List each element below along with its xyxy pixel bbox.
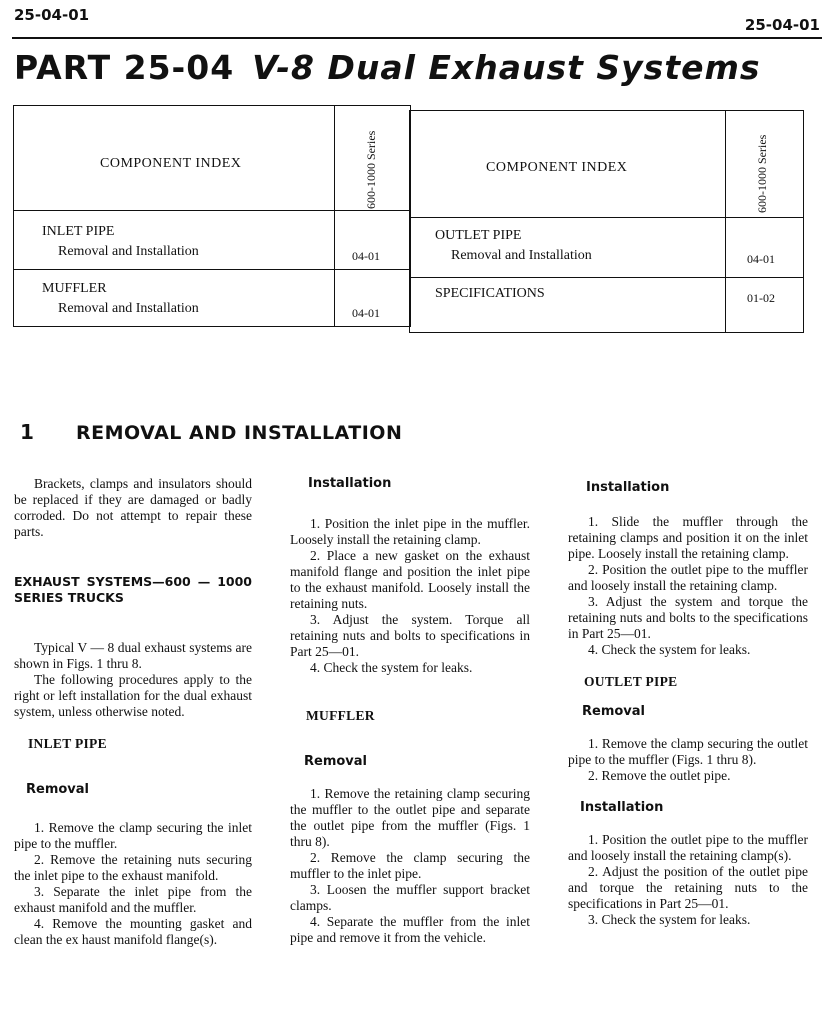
step: 2. Adjust the position of the outlet pipe and torque the retaining nuts to the specifications in Part 25—01. <box>568 864 808 911</box>
page-code-left: 25-04-01 <box>14 6 90 24</box>
step: 4. Separate the muffler from the inlet pipe and remove it from the vehicle. <box>290 914 530 945</box>
column-2 <box>290 476 530 946</box>
header-rule <box>12 37 822 39</box>
component-index-left <box>13 105 411 327</box>
index-heading: COMPONENT INDEX <box>100 156 242 171</box>
component-index-right <box>409 110 804 333</box>
index-item-code: 04-01 <box>352 306 380 320</box>
installation-heading: Installation <box>308 476 392 491</box>
step: 1. Remove the clamp securing the outlet pipe to the muffler (Figs. 1 thru 8). <box>568 736 808 767</box>
intro-paragraph: Brackets, clamps and insulators should be replaced if they are damaged or badly corroded. Do not attempt to repair these parts. <box>14 476 252 539</box>
series-label: 600-1000 Series <box>364 130 378 209</box>
step: 2. Position the outlet pipe to the muffler and loosely install the retaining clamp. <box>568 562 808 593</box>
step: 1. Remove the retaining clamp securing the muffler to the outlet pipe and separate the outlet pipe from the muffler (Figs. 1 thru 8). <box>290 786 530 849</box>
paragraph: The following procedures apply to the right or left installation for the dual exhaust system, unless otherwise noted. <box>14 672 252 719</box>
inlet-pipe-heading: INLET PIPE <box>28 736 107 751</box>
step: 1. Position the outlet pipe to the muffler and loosely install the retaining clamp(s). <box>568 832 808 863</box>
index-item-detail: Removal and Installation <box>58 301 199 316</box>
step: 1. Slide the muffler through the retaining clamps and position it on the inlet pipe. Loosely install the retaining clamp. <box>568 514 808 561</box>
installation-heading: Installation <box>586 480 670 495</box>
step: 4. Remove the mounting gasket and clean the ex haust manifold flange(s). <box>14 916 252 947</box>
step: 3. Loosen the muffler support bracket clamps. <box>290 882 530 913</box>
step: 2. Remove the clamp securing the muffler to the inlet pipe. <box>290 850 530 881</box>
removal-heading: Removal <box>304 754 368 769</box>
index-item-name: INLET PIPE <box>42 224 115 239</box>
column-1 <box>14 476 252 948</box>
index-heading: COMPONENT INDEX <box>486 160 628 175</box>
index-item-name: MUFFLER <box>42 281 107 296</box>
index-item-name: OUTLET PIPE <box>435 228 522 243</box>
removal-heading: Removal <box>582 704 646 719</box>
page-code-right: 25-04-01 <box>744 16 820 34</box>
paragraph: Typical V — 8 dual exhaust systems are shown in Figs. 1 thru 8. <box>14 640 252 671</box>
removal-heading: Removal <box>26 782 90 797</box>
step: 1. Remove the clamp securing the inlet pipe to the muffler. <box>14 820 252 851</box>
step: 2. Place a new gasket on the exhaust manifold flange and position the inlet pipe to the exhaust manifold. Loosely install the retaining nuts. <box>290 548 530 611</box>
step: 4. Check the system for leaks. <box>588 642 751 657</box>
index-item-code: 04-01 <box>352 249 380 263</box>
part-number: PART 25-04 <box>14 48 235 87</box>
index-item-detail: Removal and Installation <box>451 248 592 263</box>
step: 3. Separate the inlet pipe from the exhaust manifold and the muffler. <box>14 884 252 915</box>
muffler-heading: MUFFLER <box>306 708 375 723</box>
step: 4. Check the system for leaks. <box>310 660 473 675</box>
step: 3. Check the system for leaks. <box>588 912 751 927</box>
index-item-code: 01-02 <box>747 291 775 305</box>
section-number: 1 <box>20 420 34 444</box>
step: 2. Remove the outlet pipe. <box>588 768 731 783</box>
step: 3. Adjust the system and torque the retaining nuts and bolts to the specifications in Part 25—01. <box>568 594 808 641</box>
subsection-heading: EXHAUST SYSTEMS—600 — 1000 SERIES TRUCKS <box>14 574 252 605</box>
series-label: 600-1000 Series <box>755 134 769 213</box>
part-title: V-8 Dual Exhaust Systems <box>252 48 761 87</box>
index-item-name: SPECIFICATIONS <box>435 286 545 301</box>
index-item-code: 04-01 <box>747 252 775 266</box>
section-title: REMOVAL AND INSTALLATION <box>76 422 403 444</box>
installation-heading: Installation <box>580 800 664 815</box>
page-title <box>14 48 761 87</box>
step: 1. Position the inlet pipe in the muffler. Loosely install the retaining clamp. <box>290 516 530 547</box>
index-item-detail: Removal and Installation <box>58 244 199 259</box>
outlet-pipe-heading: OUTLET PIPE <box>584 674 678 689</box>
step: 2. Remove the retaining nuts securing the inlet pipe to the exhaust manifold. <box>14 852 252 883</box>
column-3 <box>568 480 808 928</box>
step: 3. Adjust the system. Torque all retaining nuts and bolts to specifications in Part 25—01. <box>290 612 530 659</box>
